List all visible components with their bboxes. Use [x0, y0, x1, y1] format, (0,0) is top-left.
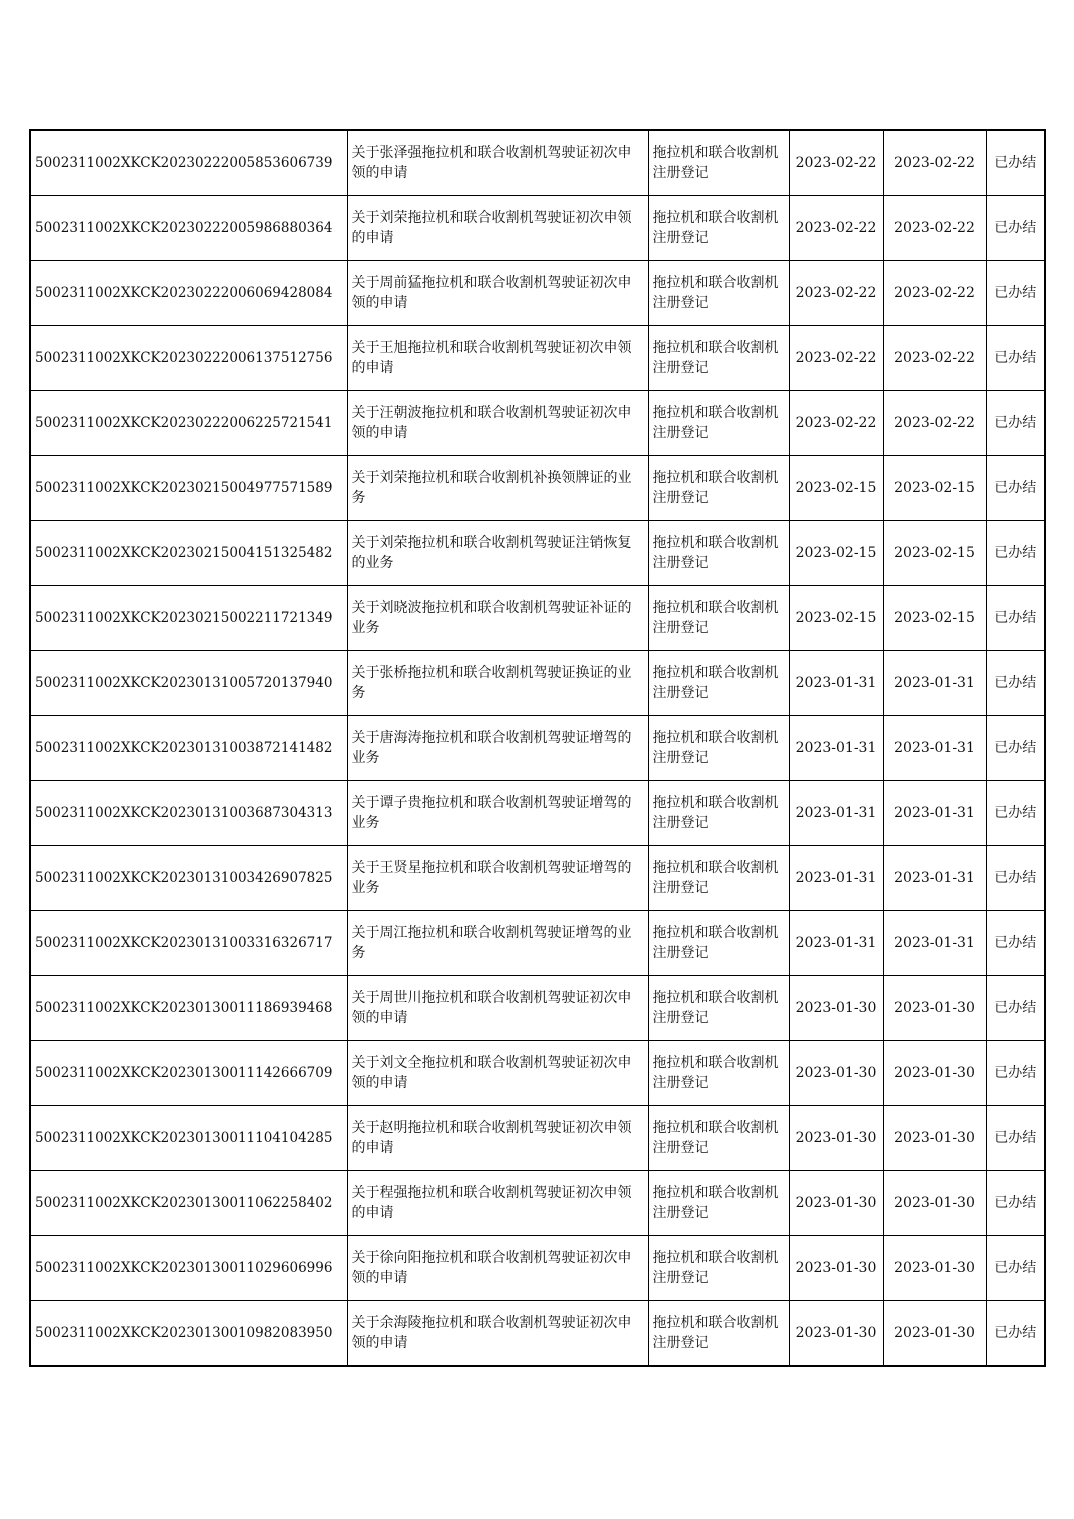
record-finish-date-cell: 2023-02-22 — [883, 326, 986, 391]
record-status-cell: 已办结 — [986, 1301, 1045, 1367]
record-title-cell: 关于程强拖拉机和联合收割机驾驶证初次申领的申请 — [347, 1171, 648, 1236]
record-code-cell: 5002311002XKCK20230222005853606739 — [30, 130, 347, 196]
record-category-cell: 拖拉机和联合收割机注册登记 — [648, 716, 789, 781]
table-row — [30, 1171, 1045, 1236]
record-accept-date-cell: 2023-01-31 — [789, 781, 883, 846]
record-title-cell: 关于周前猛拖拉机和联合收割机驾驶证初次申领的申请 — [347, 261, 648, 326]
record-title-cell: 关于刘荣拖拉机和联合收割机补换领牌证的业务 — [347, 456, 648, 521]
record-title-cell: 关于刘晓波拖拉机和联合收割机驾驶证补证的业务 — [347, 586, 648, 651]
table-row — [30, 586, 1045, 651]
record-accept-date-cell: 2023-01-30 — [789, 976, 883, 1041]
table-row — [30, 326, 1045, 391]
record-category-cell: 拖拉机和联合收割机注册登记 — [648, 846, 789, 911]
record-finish-date-cell: 2023-01-30 — [883, 1041, 986, 1106]
record-finish-date-cell: 2023-01-31 — [883, 911, 986, 976]
table-row — [30, 130, 1045, 196]
record-title-cell: 关于张桥拖拉机和联合收割机驾驶证换证的业务 — [347, 651, 648, 716]
records-body — [30, 130, 1045, 1366]
record-category-cell: 拖拉机和联合收割机注册登记 — [648, 130, 789, 196]
table-row — [30, 261, 1045, 326]
record-accept-date-cell: 2023-02-22 — [789, 261, 883, 326]
record-title-cell: 关于王旭拖拉机和联合收割机驾驶证初次申领的申请 — [347, 326, 648, 391]
record-category-cell: 拖拉机和联合收割机注册登记 — [648, 651, 789, 716]
table-row — [30, 1106, 1045, 1171]
record-accept-date-cell: 2023-01-31 — [789, 651, 883, 716]
record-accept-date-cell: 2023-02-22 — [789, 326, 883, 391]
table-row — [30, 1041, 1045, 1106]
record-status-cell: 已办结 — [986, 1041, 1045, 1106]
record-status-cell: 已办结 — [986, 391, 1045, 456]
record-accept-date-cell: 2023-01-31 — [789, 846, 883, 911]
record-accept-date-cell: 2023-01-30 — [789, 1236, 883, 1301]
record-finish-date-cell: 2023-01-30 — [883, 1171, 986, 1236]
record-status-cell: 已办结 — [986, 196, 1045, 261]
record-accept-date-cell: 2023-02-22 — [789, 130, 883, 196]
record-category-cell: 拖拉机和联合收割机注册登记 — [648, 1301, 789, 1367]
record-finish-date-cell: 2023-02-22 — [883, 261, 986, 326]
record-code-cell: 5002311002XKCK20230131003872141482 — [30, 716, 347, 781]
record-status-cell: 已办结 — [986, 716, 1045, 781]
record-category-cell: 拖拉机和联合收割机注册登记 — [648, 196, 789, 261]
table-row — [30, 716, 1045, 781]
record-finish-date-cell: 2023-02-22 — [883, 130, 986, 196]
record-code-cell: 5002311002XKCK20230131003426907825 — [30, 846, 347, 911]
record-title-cell: 关于赵明拖拉机和联合收割机驾驶证初次申领的申请 — [347, 1106, 648, 1171]
record-category-cell: 拖拉机和联合收割机注册登记 — [648, 1106, 789, 1171]
record-category-cell: 拖拉机和联合收割机注册登记 — [648, 456, 789, 521]
record-finish-date-cell: 2023-01-30 — [883, 1301, 986, 1367]
record-category-cell: 拖拉机和联合收割机注册登记 — [648, 1236, 789, 1301]
table-row — [30, 456, 1045, 521]
table-row — [30, 1236, 1045, 1301]
record-code-cell: 5002311002XKCK20230215004151325482 — [30, 521, 347, 586]
record-status-cell: 已办结 — [986, 261, 1045, 326]
record-accept-date-cell: 2023-01-30 — [789, 1301, 883, 1367]
record-accept-date-cell: 2023-02-22 — [789, 196, 883, 261]
record-title-cell: 关于张泽强拖拉机和联合收割机驾驶证初次申领的申请 — [347, 130, 648, 196]
record-title-cell: 关于刘荣拖拉机和联合收割机驾驶证初次申领的申请 — [347, 196, 648, 261]
record-status-cell: 已办结 — [986, 130, 1045, 196]
record-code-cell: 5002311002XKCK20230130011186939468 — [30, 976, 347, 1041]
record-accept-date-cell: 2023-02-15 — [789, 586, 883, 651]
table-row — [30, 391, 1045, 456]
record-status-cell: 已办结 — [986, 976, 1045, 1041]
record-code-cell: 5002311002XKCK20230130011104104285 — [30, 1106, 347, 1171]
table-row — [30, 781, 1045, 846]
table-row — [30, 196, 1045, 261]
record-finish-date-cell: 2023-01-31 — [883, 846, 986, 911]
record-title-cell: 关于谭子贵拖拉机和联合收割机驾驶证增驾的业务 — [347, 781, 648, 846]
record-accept-date-cell: 2023-02-22 — [789, 391, 883, 456]
record-title-cell: 关于唐海涛拖拉机和联合收割机驾驶证增驾的业务 — [347, 716, 648, 781]
record-code-cell: 5002311002XKCK20230222005986880364 — [30, 196, 347, 261]
record-accept-date-cell: 2023-01-31 — [789, 911, 883, 976]
record-category-cell: 拖拉机和联合收割机注册登记 — [648, 261, 789, 326]
record-status-cell: 已办结 — [986, 1236, 1045, 1301]
record-status-cell: 已办结 — [986, 911, 1045, 976]
record-finish-date-cell: 2023-02-22 — [883, 196, 986, 261]
record-accept-date-cell: 2023-01-30 — [789, 1041, 883, 1106]
table-row — [30, 846, 1045, 911]
record-code-cell: 5002311002XKCK20230222006137512756 — [30, 326, 347, 391]
record-finish-date-cell: 2023-01-30 — [883, 1236, 986, 1301]
record-code-cell: 5002311002XKCK20230130011142666709 — [30, 1041, 347, 1106]
record-code-cell: 5002311002XKCK20230131003316326717 — [30, 911, 347, 976]
record-accept-date-cell: 2023-02-15 — [789, 456, 883, 521]
record-accept-date-cell: 2023-01-30 — [789, 1171, 883, 1236]
record-finish-date-cell: 2023-02-22 — [883, 391, 986, 456]
record-code-cell: 5002311002XKCK20230131005720137940 — [30, 651, 347, 716]
record-status-cell: 已办结 — [986, 456, 1045, 521]
record-accept-date-cell: 2023-02-15 — [789, 521, 883, 586]
record-status-cell: 已办结 — [986, 1171, 1045, 1236]
record-category-cell: 拖拉机和联合收割机注册登记 — [648, 781, 789, 846]
record-category-cell: 拖拉机和联合收割机注册登记 — [648, 911, 789, 976]
record-code-cell: 5002311002XKCK20230130011062258402 — [30, 1171, 347, 1236]
table-row — [30, 521, 1045, 586]
record-status-cell: 已办结 — [986, 586, 1045, 651]
record-code-cell: 5002311002XKCK20230131003687304313 — [30, 781, 347, 846]
table-row — [30, 911, 1045, 976]
record-finish-date-cell: 2023-01-31 — [883, 781, 986, 846]
record-status-cell: 已办结 — [986, 326, 1045, 391]
record-finish-date-cell: 2023-02-15 — [883, 456, 986, 521]
record-status-cell: 已办结 — [986, 1106, 1045, 1171]
record-code-cell: 5002311002XKCK20230215002211721349 — [30, 586, 347, 651]
record-title-cell: 关于王贤星拖拉机和联合收割机驾驶证增驾的业务 — [347, 846, 648, 911]
record-title-cell: 关于余海陵拖拉机和联合收割机驾驶证初次申领的申请 — [347, 1301, 648, 1367]
record-category-cell: 拖拉机和联合收割机注册登记 — [648, 1041, 789, 1106]
table-row — [30, 1301, 1045, 1367]
table-row — [30, 651, 1045, 716]
record-category-cell: 拖拉机和联合收割机注册登记 — [648, 326, 789, 391]
record-category-cell: 拖拉机和联合收割机注册登记 — [648, 586, 789, 651]
record-accept-date-cell: 2023-01-30 — [789, 1106, 883, 1171]
record-status-cell: 已办结 — [986, 651, 1045, 716]
record-category-cell: 拖拉机和联合收割机注册登记 — [648, 391, 789, 456]
record-finish-date-cell: 2023-01-30 — [883, 1106, 986, 1171]
record-finish-date-cell: 2023-01-30 — [883, 976, 986, 1041]
record-title-cell: 关于周江拖拉机和联合收割机驾驶证增驾的业务 — [347, 911, 648, 976]
record-status-cell: 已办结 — [986, 521, 1045, 586]
record-finish-date-cell: 2023-01-31 — [883, 716, 986, 781]
record-finish-date-cell: 2023-02-15 — [883, 586, 986, 651]
record-accept-date-cell: 2023-01-31 — [789, 716, 883, 781]
record-code-cell: 5002311002XKCK20230130011029606996 — [30, 1236, 347, 1301]
record-status-cell: 已办结 — [986, 781, 1045, 846]
record-title-cell: 关于汪朝波拖拉机和联合收割机驾驶证初次申领的申请 — [347, 391, 648, 456]
record-category-cell: 拖拉机和联合收割机注册登记 — [648, 521, 789, 586]
record-code-cell: 5002311002XKCK20230222006225721541 — [30, 391, 347, 456]
records-table — [29, 129, 1046, 1367]
record-title-cell: 关于刘文全拖拉机和联合收割机驾驶证初次申领的申请 — [347, 1041, 648, 1106]
record-category-cell: 拖拉机和联合收割机注册登记 — [648, 976, 789, 1041]
table-row — [30, 976, 1045, 1041]
record-title-cell: 关于徐向阳拖拉机和联合收割机驾驶证初次申领的申请 — [347, 1236, 648, 1301]
record-finish-date-cell: 2023-01-31 — [883, 651, 986, 716]
record-code-cell: 5002311002XKCK20230215004977571589 — [30, 456, 347, 521]
record-title-cell: 关于刘荣拖拉机和联合收割机驾驶证注销恢复的业务 — [347, 521, 648, 586]
record-code-cell: 5002311002XKCK20230130010982083950 — [30, 1301, 347, 1367]
record-status-cell: 已办结 — [986, 846, 1045, 911]
record-title-cell: 关于周世川拖拉机和联合收割机驾驶证初次申领的申请 — [347, 976, 648, 1041]
record-category-cell: 拖拉机和联合收割机注册登记 — [648, 1171, 789, 1236]
record-finish-date-cell: 2023-02-15 — [883, 521, 986, 586]
record-code-cell: 5002311002XKCK20230222006069428084 — [30, 261, 347, 326]
